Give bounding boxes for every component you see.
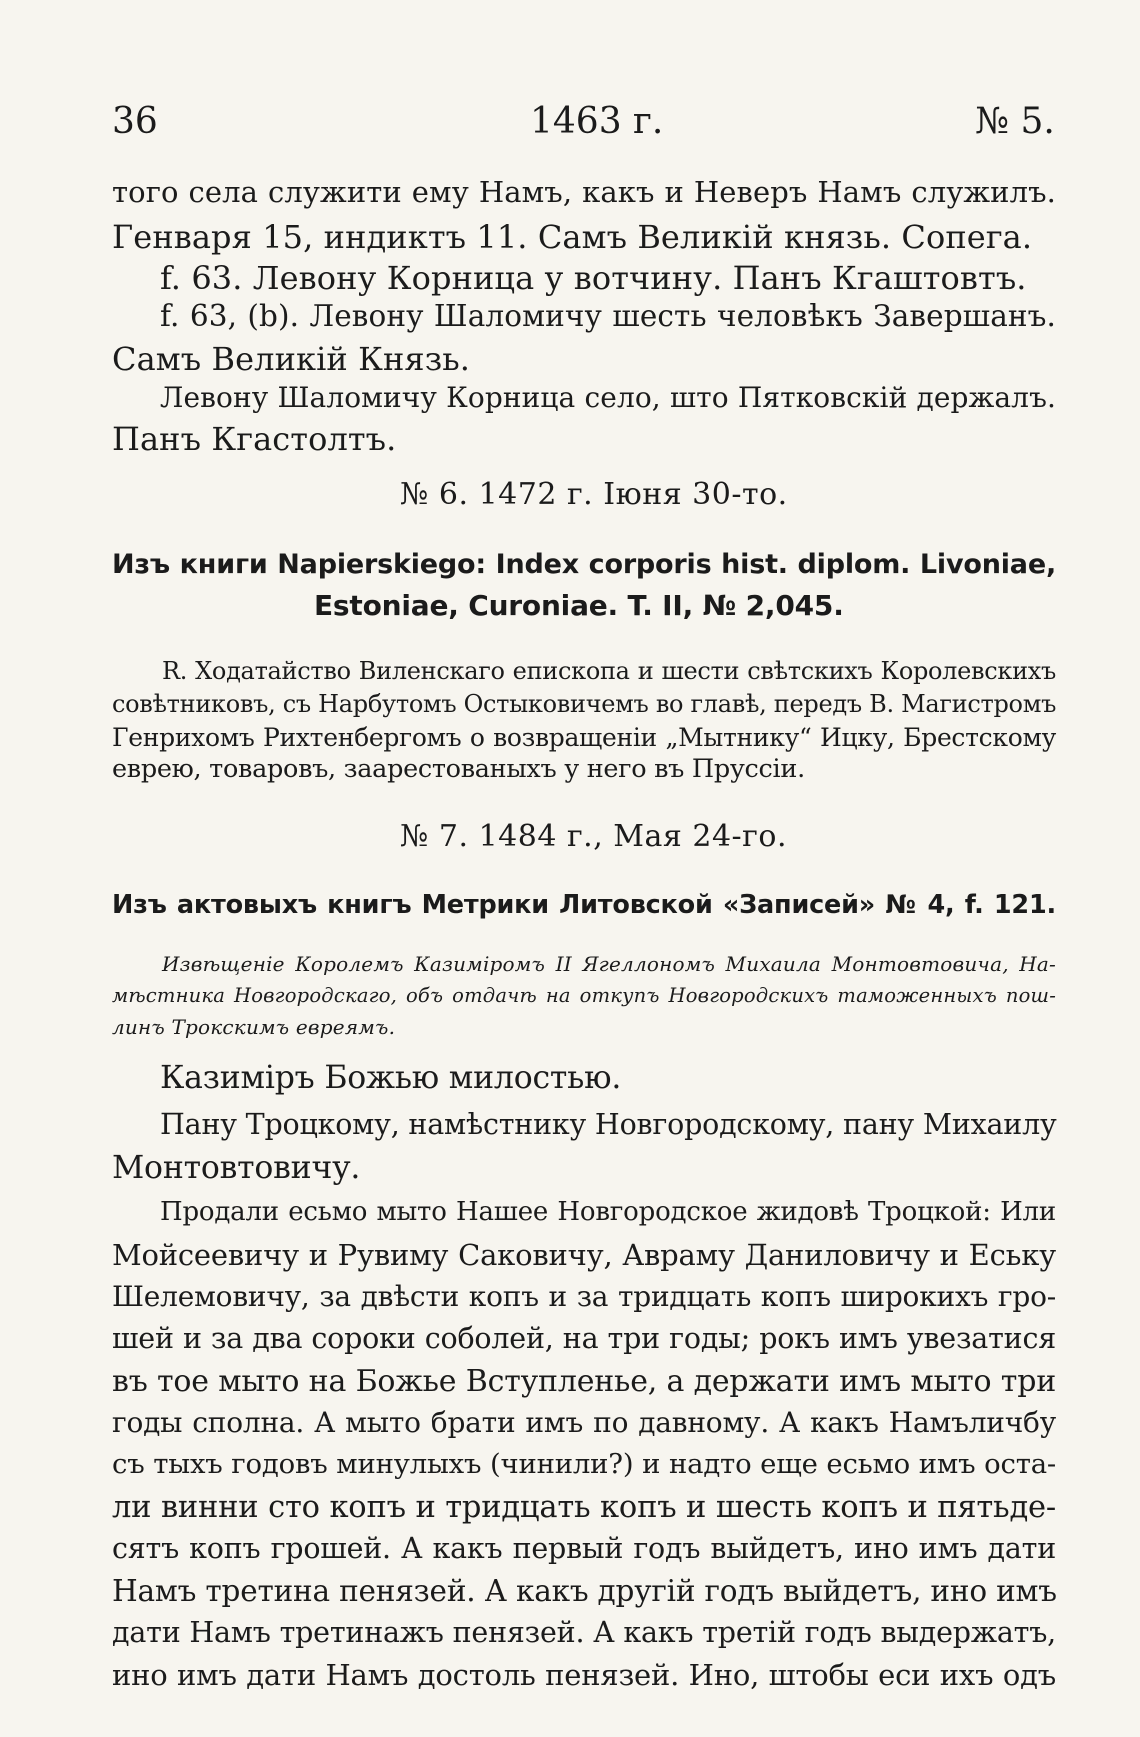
doc7-body-line: ино имъ дати Намъ достоль пенязей. Ино, штобы еси ихъ одъ	[112, 1658, 1056, 1692]
doc5-line: Генваря 15, индиктъ 11. Самъ Великій князь. Сопега.	[112, 218, 1033, 256]
doc5-line: того села служити ему Намъ, какъ и Неверъ Намъ служилъ.	[112, 175, 1056, 209]
doc7-body-line: Шелемовичу, за двѣсти копъ и за тридцать копъ широкихъ гро-	[112, 1280, 1056, 1313]
doc5-line: Панъ Кгастолтъ.	[112, 420, 397, 458]
doc7-summary-line: линъ Трокскимъ евреямъ.	[112, 1015, 396, 1039]
doc6-heading: № 6. 1472 г. Іюня 30-то.	[400, 477, 788, 512]
doc7-body-line: сятъ копъ грошей. А какъ первый годъ выйдетъ, ино имъ дати	[112, 1532, 1056, 1565]
page-number: 36	[112, 101, 158, 142]
doc7-body-line: Монтовтовичу.	[112, 1150, 361, 1186]
doc5-line: Левону Шаломичу Корница село, што Пятковскій держалъ.	[160, 381, 1056, 414]
doc7-heading: № 7. 1484 г., Мая 24-го.	[400, 819, 787, 854]
doc7-summary-line: мѣстника Новгородскаго, объ отдачѣ на откупъ Новгородскихъ таможенныхъ пош-	[112, 984, 1056, 1007]
doc7-body-line: дати Намъ третинажъ пенязей. А какъ третій годъ выдержатъ,	[112, 1616, 1057, 1649]
header-doc-number: № 5.	[975, 101, 1055, 142]
doc6-source-line: Изъ книги Napierskiego: Index corporis hist. diplom. Livoniae,	[112, 549, 1056, 580]
doc6-summary-line: R. Ходатайство Виленскаго епископа и шести свѣтскихъ Королевскихъ	[162, 657, 1056, 685]
doc6-summary-line: еврею, товаровъ, заарестованыхъ у него въ Пруссіи.	[112, 754, 805, 784]
doc5-line: f. 63, (b). Левону Шаломичу шесть человѣкъ Завершанъ.	[160, 299, 1056, 333]
doc7-body-line: Продали есьмо мыто Нашее Новгородское жидовѣ Троцкой: Или	[160, 1197, 1056, 1227]
doc7-body-line: Намъ третина пенязей. А какъ другій годъ выйдетъ, ино имъ	[112, 1574, 1057, 1608]
doc6-summary-line: Генрихомъ Рихтенбергомъ о возвращеніи „Мытнику“ Ицку, Брестскому	[112, 723, 1056, 752]
doc6-source-line: Estoniae, Curoniae. T. II, № 2,045.	[314, 589, 844, 622]
header-year: 1463 г.	[530, 101, 664, 142]
doc7-body-line: Мойсеевичу и Рувиму Саковичу, Авраму Даниловичу и Еську	[112, 1238, 1056, 1272]
doc7-body-line: съ тыхъ годовъ минулыхъ (чинили?) и надто еще есьмо имъ оста-	[112, 1448, 1056, 1480]
doc7-body-line: Казиміръ Божью милостью.	[160, 1060, 622, 1096]
doc7-summary-line: Извѣщеніе Королемъ Казиміромъ II Ягеллономъ Михаила Монтовтовича, На-	[162, 952, 1056, 976]
doc6-summary-line: совѣтниковъ, съ Нарбутомъ Остыковичемъ во главѣ, передъ В. Магистромъ	[112, 690, 1057, 718]
doc5-line: Самъ Великій Князь.	[112, 340, 471, 378]
doc7-body-line: ли винни сто копъ и тридцать копъ и шесть копъ и пятьде-	[112, 1490, 1056, 1525]
doc7-body-line: шей и за два сороки соболей, на три годы; рокъ имъ увезатися	[112, 1322, 1056, 1355]
doc7-body-line: Пану Троцкому, намѣстнику Новгородскому, пану Михаилу	[160, 1108, 1057, 1141]
doc7-body-line: годы сполна. А мыто брати имъ по давному. А какъ Намъличбу	[112, 1406, 1056, 1439]
doc7-source-line: Изъ актовыхъ книгъ Метрики Литовской «Записей» № 4, f. 121.	[112, 890, 1056, 920]
doc7-body-line: въ тое мыто на Божье Вступленье, а держати имъ мыто три	[112, 1364, 1056, 1399]
doc5-line: f. 63. Левону Корница у вотчину. Панъ Кгаштовтъ.	[160, 259, 1027, 297]
